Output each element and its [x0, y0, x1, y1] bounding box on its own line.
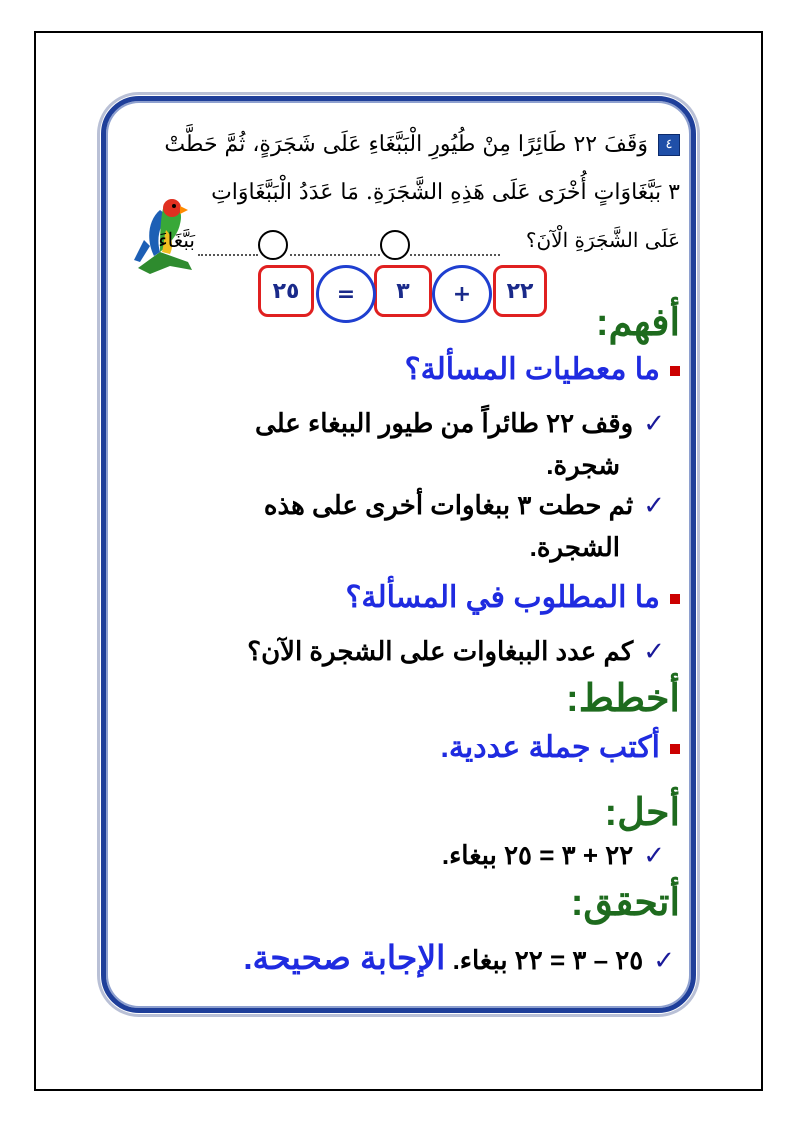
equation-plus-circle: +: [432, 265, 492, 323]
given-2-continued: الشجرة.: [529, 532, 620, 562]
given-2: [264, 490, 665, 521]
question-text-3: عَلَى الشَّجَرَةِ الْآنَ؟: [525, 228, 680, 252]
check-icon: ✓: [643, 636, 665, 666]
plan-item-text: أكتب جملة عددية.: [440, 731, 660, 764]
heading-solve: أحل:: [604, 792, 680, 834]
given-1: [255, 408, 665, 439]
check-icon: ✓: [643, 408, 665, 438]
bullet-square-icon: [670, 366, 680, 376]
solve-item: [442, 840, 665, 871]
heading-check: أتحقق:: [570, 882, 680, 924]
answer-blank-dots-1: [410, 254, 500, 256]
question-number: ٤: [658, 134, 680, 156]
equation-result-box: ٢٥: [258, 265, 314, 317]
question-text-1: وَقَفَ ٢٢ طَائِرًا مِنْ طُيُورِ الْبَبَّغَاءِ عَلَى شَجَرَةٍ، ثُمَّ حَطَّتْ: [164, 132, 648, 157]
question-line-2: ٣ بَبَّغَاوَاتٍ أُخْرَى عَلَى هَذِهِ الشَّجَرَةِ. مَا عَدَدُ الْبَبَّغَاوَاتِ: [211, 180, 680, 205]
check-item: [243, 938, 675, 977]
heading-plan: أخطط:: [566, 678, 680, 720]
check-icon: ✓: [643, 840, 665, 870]
given-1-text: وقف ٢٢ طائراً من طيور الببغاء على: [255, 408, 634, 438]
givens-question-text: ما معطيات المسألة؟: [404, 353, 660, 386]
bullet-square-icon: [670, 594, 680, 604]
given-2-text: ثم حطت ٣ ببغاوات أخرى على هذه: [263, 490, 634, 520]
verdict-text: الإجابة صحيحة.: [243, 939, 446, 976]
operator-circle-1[interactable]: [380, 230, 410, 260]
equation-first-box: ٢٢: [493, 265, 547, 317]
question-line-1: [164, 132, 680, 157]
question-required: [345, 580, 680, 615]
unit-label: بَبَّغَاءَ: [158, 228, 195, 252]
equation-second-box: ٣: [374, 265, 432, 317]
required-question-text: ما المطلوب في المسألة؟: [345, 581, 660, 614]
answer-blank-row: [160, 226, 680, 266]
question-givens: [405, 352, 680, 387]
heading-understand: أفهم:: [595, 302, 680, 344]
answer-blank-dots-3: [198, 254, 258, 256]
answer-blank-dots-2: [290, 254, 380, 256]
plan-item: [441, 730, 680, 765]
required-item: [247, 636, 665, 667]
required-item-text: كم عدد الببغاوات على الشجرة الآن؟: [247, 636, 634, 666]
solve-item-text: ٢٢ + ٣ = ٢٥ ببغاء.: [441, 840, 634, 870]
bullet-square-icon: [670, 744, 680, 754]
equation-equals-circle: =: [316, 265, 376, 323]
check-icon: ✓: [643, 490, 665, 520]
operator-circle-2[interactable]: [258, 230, 288, 260]
check-item-text: ٢٥ – ٣ = ٢٢ ببغاء.: [452, 945, 644, 975]
given-1-continued: شجرة.: [546, 450, 620, 480]
check-icon: ✓: [653, 945, 675, 975]
